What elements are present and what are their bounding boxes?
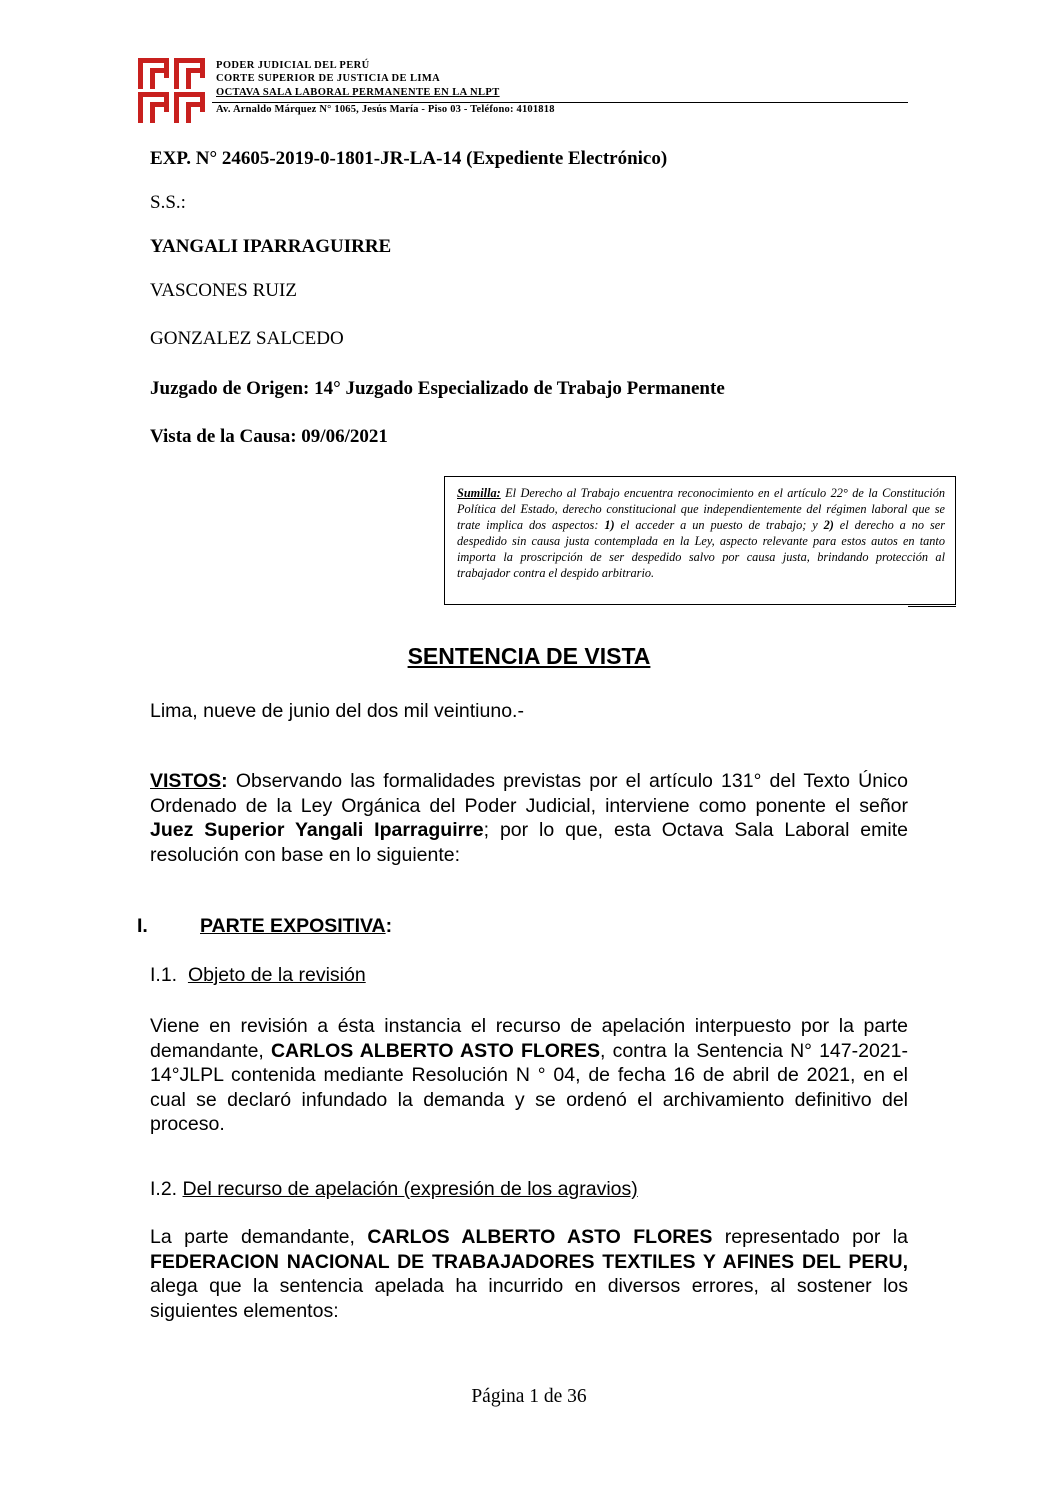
poder-judicial-logo <box>138 58 208 124</box>
judge-3: GONZALEZ SALCEDO <box>150 328 344 349</box>
sub2-text-part: alega que la sentencia apelada ha incurrido en diversos errores, al sostener los siguientes elementos: <box>150 1275 908 1322</box>
sumilla-text-part: el derecho a no ser despedido sin causa justa contemplada en la Ley, aspecto relevante para estos autos en tanto importa la proscripción de ser despedido salvo por causa justa, brindando protección al trabajador contra el despido arbitrario. <box>457 518 945 580</box>
vista-causa: Vista de la Causa: 09/06/2021 <box>150 426 388 447</box>
logo-block <box>174 92 205 123</box>
letterhead-line-3: OCTAVA SALA LABORAL PERMANENTE EN LA NLPT <box>216 87 500 98</box>
section-number: I. <box>137 915 148 937</box>
sub1-text-part: , contra la Sentencia N° 147-2021-14°JLPL contenida mediante Resolución N ° 04, de fecha 16 de abril de 2021, en el cual se declaró infundado la demanda y se ordenó el archivamiento definitivo del proceso. <box>150 1039 908 1135</box>
section-title <box>200 915 392 938</box>
vistos-label: VISTOS <box>150 770 222 792</box>
fecha: Lima, nueve de junio del dos mil veintiuno.- <box>150 700 524 722</box>
sumilla-num-2: 2) <box>823 518 834 532</box>
header-divider <box>212 102 908 103</box>
section-title-text: PARTE EXPOSITIVA <box>200 915 386 937</box>
vistos-paragraph <box>150 769 908 867</box>
judge-1: YANGALI IPARRAGUIRRE <box>150 236 392 257</box>
subsection-2-number: I.2. <box>150 1178 183 1200</box>
sumilla-rule <box>908 606 956 607</box>
judge-2: VASCONES RUIZ <box>150 280 297 301</box>
vistos-colon: : <box>221 770 228 792</box>
subsection-1-paragraph <box>150 1014 908 1137</box>
vistos-text-part: Observando las formalidades previstas por el artículo 131° del Texto Único Ordenado de la Ley Orgánica del Poder Judicial, interviene como ponente el señor <box>150 770 908 817</box>
ss-label: S.S.: <box>150 192 186 213</box>
sumilla-num-1: 1) <box>604 518 615 532</box>
logo-block <box>138 58 169 89</box>
subsection-1-number: I.1. <box>150 964 188 986</box>
document-title: SENTENCIA DE VISTA <box>407 643 651 669</box>
sub2-text-part: representado por la <box>712 1226 908 1248</box>
page-number: Página 1 de 36 <box>471 1386 587 1407</box>
juzgado-origen: Juzgado de Origen: 14° Juzgado Especializado de Trabajo Permanente <box>150 378 725 399</box>
subsection-2-title: Del recurso de apelación (expresión de los agravios) <box>182 1178 638 1200</box>
logo-block <box>138 92 169 123</box>
sumilla-label: Sumilla: <box>457 486 501 500</box>
subsection-1-title: Objeto de la revisión <box>187 964 366 986</box>
letterhead-line-2: CORTE SUPERIOR DE JUSTICIA DE LIMA <box>216 73 441 84</box>
subsection-2-heading <box>150 1178 638 1201</box>
sumilla-text <box>457 485 945 581</box>
letterhead-address: Av. Arnaldo Márquez N° 1065, Jesús María - Piso 03 - Teléfono: 4101818 <box>216 104 555 115</box>
subsection-1-heading <box>150 964 366 987</box>
expediente-number: EXP. N° 24605-2019-0-1801-JR-LA-14 (Expediente Electrónico) <box>150 148 668 169</box>
sumilla-text-part: El Derecho al Trabajo encuentra reconocimiento en el artículo 22° de la Constitución Política del Estado, derecho constitucional que independientemente del régimen laboral que se trate implica dos aspectos: <box>457 486 945 532</box>
sub1-text-part: Viene en revisión a ésta instancia el recurso de apelación interpuesto por la parte demandante, <box>150 1015 908 1062</box>
vistos-juez: Juez Superior Yangali Iparraguirre <box>150 819 484 841</box>
sub2-text-part: La parte demandante, <box>150 1226 368 1248</box>
sub1-party: CARLOS ALBERTO ASTO FLORES <box>270 1039 601 1062</box>
sub2-federacion: FEDERACION NACIONAL DE TRABAJADORES TEXTILES Y AFINES DEL PERU, <box>150 1250 908 1273</box>
subsection-2-paragraph <box>150 1225 908 1323</box>
sub2-party: CARLOS ALBERTO ASTO FLORES <box>367 1226 713 1248</box>
section-title-colon: : <box>385 915 393 937</box>
logo-block <box>174 58 205 89</box>
letterhead-line-1: PODER JUDICIAL DEL PERÚ <box>216 60 370 71</box>
vistos-text-part: ; por lo que, esta Octava Sala Laboral emite resolución con base en lo siguiente: <box>150 819 908 866</box>
sumilla-text-part: el acceder a un puesto de trabajo; y <box>614 518 824 532</box>
